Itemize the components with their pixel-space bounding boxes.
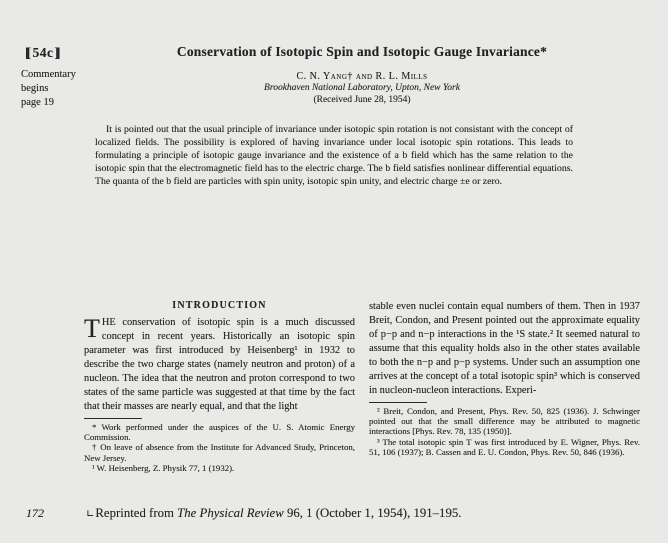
affiliation-line: Brookhaven National Laboratory, Upton, New York <box>264 83 460 93</box>
footnote-rule <box>369 402 427 403</box>
footnote-3: ³ The total isotopic spin T was first introduced by E. Wigner, Phys. Rev. 51, 106 (1937); B. Cassen and E. U. Condon, Phys. Rev. 50, 846 (1936). <box>369 436 640 457</box>
paper-number: 54c <box>32 45 54 60</box>
commentary-note-line: begins <box>21 83 49 94</box>
authors-line: C. N. Yang† and R. L. Mills <box>296 71 428 82</box>
paper-number-label <box>25 45 91 61</box>
body-paragraph-left-text: HE conservation of isotopic spin is a much discussed concept in recent years. Historically an isotopic spin parameter was first introduced by Heisenberg¹ in 1932 to describe the two charge states (namely neutron and proton) of a nucleon. The idea that the neutron and proton correspond to two states of the same particle was suggested at that time by the fact that their masses are nearly equal, and that the light <box>84 317 355 412</box>
page-number: 172 <box>26 506 44 520</box>
footnote-asterisk: * Work performed under the auspices of the U. S. Atomic Energy Commission. <box>84 422 355 443</box>
two-column-body <box>84 300 640 473</box>
body-paragraph-left <box>84 316 355 414</box>
margin-annotation <box>21 45 91 110</box>
double-bracket-open: [ <box>25 45 30 60</box>
double-bracket-close: ] <box>56 45 61 60</box>
body-paragraph-right: stable even nuclei contain equal numbers of them. Then in 1937 Breit, Condon, and Present pointed out the approximate equality of p−p and n−p interactions in the ¹S state.² It seemed natural to assume that this equality holds also in the other states available to both the n−p and p−p systems. Under such an assumption one arrives at the concept of a total isotopic spin³ which is conserved in nucleon-nucleon interactions. Experi- <box>369 301 640 396</box>
drop-cap: T <box>84 314 100 343</box>
reprint-suffix: 96, 1 (October 1, 1954), 191–195. <box>283 506 462 520</box>
received-date: (Received June 28, 1954) <box>313 95 411 105</box>
right-column <box>369 300 640 473</box>
insertion-corner-icon: ∟ <box>86 509 95 520</box>
abstract-text: It is pointed out that the usual principle of invariance under isotopic spin rotation is not consistant with the concept of localized fields. The possibility is explored of having invariance under local isotopic spin rotations. This leads to formulating a principle of isotopic gauge invariance and the existence of a b field which has the same relation to the isotopic spin that the electromagnetic field has to the electric charge. The b field satisfies nonlinear differential equations. The quanta of the b field are particles with spin unity, isotopic spin unity, and electric charge ±e or zero. <box>95 124 573 187</box>
section-heading-introduction: INTRODUCTION <box>172 300 267 311</box>
footnote-rule <box>84 418 142 419</box>
reprint-prefix: Reprinted from <box>95 506 178 520</box>
footnote-1: ¹ W. Heisenberg, Z. Physik 77, 1 (1932). <box>92 462 235 473</box>
commentary-note-line: Commentary <box>21 69 76 80</box>
reprint-citation <box>86 506 461 521</box>
footnote-dagger: † On leave of absence from the Institute for Advanced Study, Princeton, New Jersey. <box>84 442 355 463</box>
footnote-2: ² Breit, Condon, and Present, Phys. Rev. 50, 825 (1936). J. Schwinger pointed out that the small difference may be attributed to magnetic interactions [Phys. Rev. 78, 135 (1950)]. <box>369 406 640 437</box>
left-column <box>84 300 355 473</box>
commentary-note-line: page 19 <box>21 97 54 108</box>
journal-name: The Physical Review <box>177 506 284 520</box>
paper-header <box>84 44 640 105</box>
commentary-note <box>21 68 91 110</box>
paper-title: Conservation of Isotopic Spin and Isotopic Gauge Invariance* <box>176 44 548 59</box>
